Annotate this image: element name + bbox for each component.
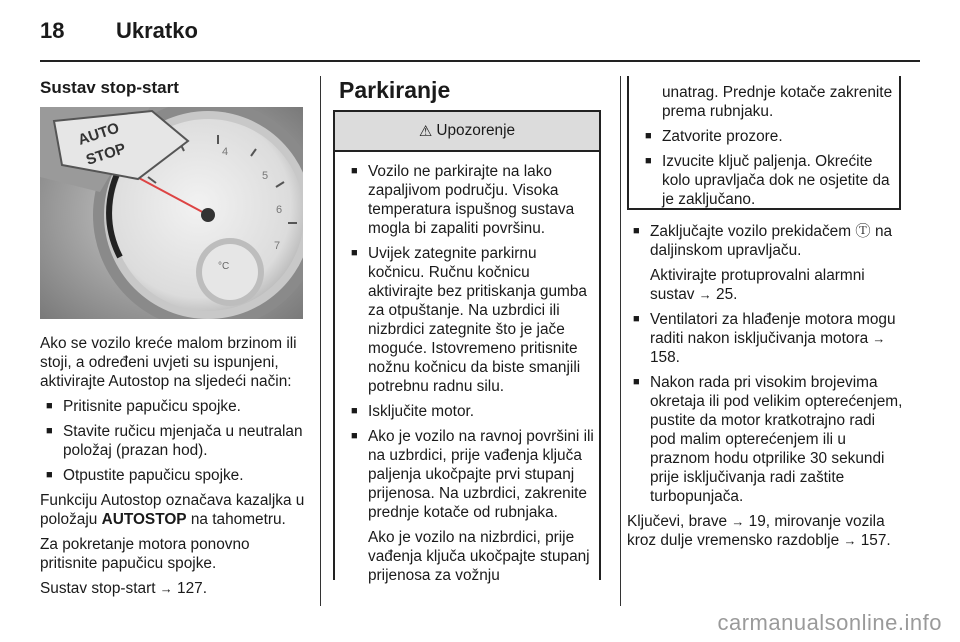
autostop-bold: AUTOSTOP: [101, 511, 187, 528]
list-item: ■ Zatvorite prozore.: [639, 127, 895, 146]
reference-page[interactable]: 127.: [172, 580, 207, 597]
list-item: ■ Vozilo ne parkirajte na lako zapaljivom području. Visoka temperatura ispušnog sustava mogla bi zapaliti površinu.: [345, 162, 595, 238]
list-item: ■ Ako je vozilo na ravnoj površini ili na uzbrdici, prije vađenja ključa paljenja ukočpajte prvi stupanj prijenosa. Na uzbrdici, zakrenite prednje kotače od rubnjaka.: [345, 427, 595, 522]
lock-text-end: na daljinskom upravljaču.: [650, 223, 893, 259]
autostop-text: Funkciju Autostop označava kazaljka u položaju: [40, 492, 305, 528]
page-reference-icon: →: [843, 533, 857, 548]
alarm-text: Aktivirajte protuprovalni alarmni sustav: [650, 267, 865, 303]
svg-text:5: 5: [262, 170, 269, 182]
column-divider-left: [320, 76, 321, 606]
lock-text: Zaključajte vozilo prekidačem: [650, 223, 856, 240]
list-item-continuation: Ako je vozilo na nizbrdici, prije vađenja ključa ukočpajte stupanj prijenosa za vožnju: [368, 529, 590, 584]
warning-box-continued: [627, 76, 901, 210]
page-reference-icon: →: [159, 581, 173, 596]
page-title: Ukratko: [116, 18, 198, 43]
right-column-text: [627, 222, 903, 556]
section-heading-stop-start: Sustav stop-start: [40, 78, 179, 97]
intro-paragraph: Ako se vozilo kreće malom brzinom ili stoji, a određeni uvjeti su ispunjeni, aktivirajte Autostop na sljedeći način:: [40, 335, 297, 390]
section-heading-parking: Parkiranje: [339, 77, 451, 103]
reference-text: Sustav stop-start: [40, 580, 160, 597]
page-reference-icon: →: [872, 331, 886, 346]
warning-box: [333, 110, 601, 584]
list-item: [627, 310, 903, 367]
watermark: carmanualsonline.info: [717, 610, 942, 635]
page-reference-icon: →: [698, 287, 712, 302]
list-item: ■ Nakon rada pri visokim brojevima okretaja ili pod velikim opterećenjem, pustite da motor kratkotrajno radi pod malim opterećenjem ili u praznom hodu otprilike 30 sekundi prije isključivanja radi zaštite turbopunjača.: [627, 373, 903, 506]
autostop-text-end: na tahometru.: [186, 511, 286, 528]
column-divider-right: [620, 76, 621, 606]
fan-text: Ventilatori za hlađenje motora mogu raditi nakon isključivanja motora: [650, 311, 896, 347]
auto-stop-label-auto: AUTO: [75, 119, 122, 149]
autostop-paragraph: [40, 491, 310, 529]
list-item: ■ Isključite motor.: [345, 402, 595, 421]
page-number: 18: [40, 18, 65, 43]
lock-icon: Ⓣ: [855, 223, 871, 240]
reference-page[interactable]: 25.: [711, 286, 738, 303]
list-item-continuation: unatrag. Prednje kotače zakrenite prema rubnjaku.: [662, 84, 893, 120]
reference-paragraph: [40, 579, 310, 598]
tachometer-photo: [40, 107, 303, 319]
restart-paragraph: Za pokretanje motora ponovno pritisnite papučicu spojke.: [40, 536, 250, 572]
warning-title: Upozorenje: [436, 122, 516, 139]
reference-page[interactable]: 158.: [650, 349, 680, 366]
list-item: [627, 222, 903, 260]
keys-text-mid[interactable]: 19, mirovanje vozila kroz dulje vremensko razdoblje: [627, 513, 885, 549]
temp-gauge-label: °C: [218, 261, 230, 272]
warning-triangle-icon: ⚠: [418, 123, 433, 140]
svg-text:4: 4: [222, 146, 229, 158]
keys-text: Ključevi, brave: [627, 513, 732, 530]
list-item: ■ Otpustite papučicu spojke.: [40, 466, 310, 485]
header-rule: [40, 60, 920, 62]
list-item: ■ Pritisnite papučicu spojke.: [40, 397, 310, 416]
svg-text:7: 7: [274, 240, 281, 252]
alarm-paragraph: [627, 266, 903, 304]
list-item: ■ Uvijek zategnite parkirnu kočnicu. Ručnu kočnicu aktivirajte bez pritiskanja gumba za otpuštanje. Na uzbrdici ili nizbrdici zategnite što je jače moguće. Istovremeno pritisnite nožnu kočnicu da biste smanjili potrebnu radnu silu.: [345, 244, 595, 396]
auto-stop-label-stop: STOP: [83, 140, 128, 169]
page-reference-icon: →: [731, 514, 745, 529]
reference-page[interactable]: 157.: [856, 532, 891, 549]
list-item: ■ Izvucite ključ paljenja. Okrećite kolo upravljača dok ne osjetite da je zaključano.: [639, 152, 895, 209]
list-item: ■ Stavite ručicu mjenjača u neutralan položaj (prazan hod).: [40, 422, 310, 460]
keys-paragraph: [627, 512, 903, 550]
svg-text:6: 6: [276, 204, 283, 216]
warning-header: [335, 112, 599, 152]
left-column-text: [40, 334, 310, 604]
